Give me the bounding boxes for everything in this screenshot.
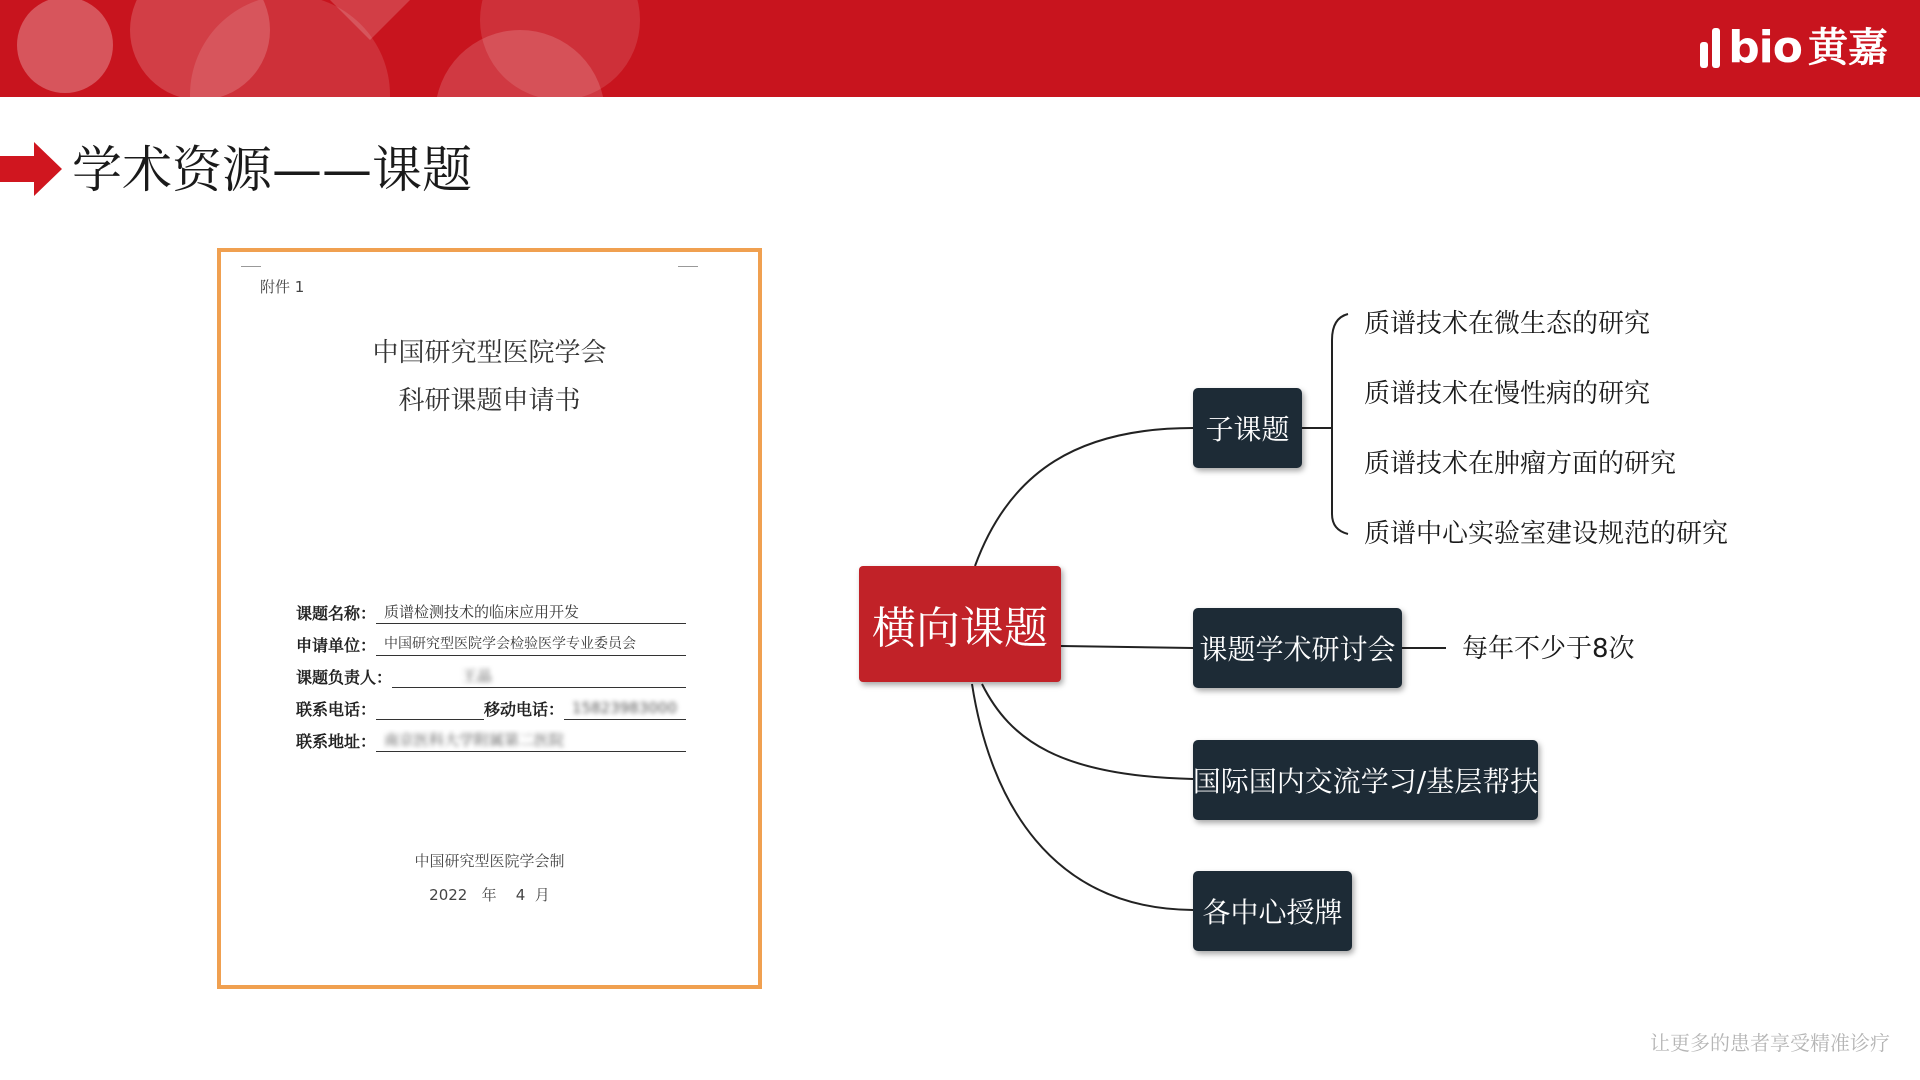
doc-field-unit	[296, 624, 686, 656]
mindmap-leaf-seminar-frequency: 每年不少于8次	[1462, 634, 1635, 664]
mindmap-root-node: 横向课题	[859, 566, 1061, 682]
mindmap-node-subtopic: 子课题	[1193, 388, 1302, 468]
application-document-image	[217, 248, 762, 989]
doc-fields	[296, 592, 686, 752]
mindmap-node-exchange: 国际国内交流学习/基层帮扶	[1193, 740, 1538, 820]
mindmap-leaf-microecology: 质谱技术在微生态的研究	[1364, 309, 1651, 339]
mindmap-node-award: 各中心授牌	[1193, 871, 1352, 951]
page-title: 学术资源——课题	[72, 141, 472, 199]
field-value-blurred-wrap	[392, 665, 686, 688]
logo-latin-text: bio	[1728, 22, 1802, 73]
connector-root-award	[972, 684, 1193, 910]
doc-corner-mark	[678, 266, 698, 267]
footer-slogan: 让更多的患者享受精准诊疗	[1650, 1031, 1890, 1055]
mindmap-node-seminar: 课题学术研讨会	[1193, 608, 1402, 688]
field-value: 南京医科大学附属第二医院	[384, 731, 565, 749]
doc-issuer: 中国研究型医院学会制	[414, 852, 565, 870]
doc-title-line1: 中国研究型医院学会	[372, 338, 607, 368]
field-value: 中国研究型医院学会检验医学专业委员会	[376, 633, 686, 656]
field-label: 课题名称：	[296, 604, 377, 623]
doc-field-leader	[296, 656, 686, 688]
field-value: 王晶	[462, 667, 493, 685]
field-label: 联系地址：	[296, 732, 377, 751]
doc-field-phone	[296, 688, 686, 720]
logo-chinese-text: 黄嘉	[1808, 25, 1888, 71]
mindmap-leaf-lab-standard: 质谱中心实验室建设规范的研究	[1364, 519, 1729, 549]
field-label: 移动电话：	[484, 700, 565, 719]
field-value: 质谱检测技术的临床应用开发	[376, 601, 686, 624]
doc-title-line2: 科研课题申请书	[398, 386, 581, 416]
doc-field-address	[296, 720, 686, 752]
doc-corner-mark	[241, 266, 261, 267]
doc-attachment-label: 附件 1	[260, 278, 305, 296]
doc-field-topic	[296, 592, 686, 624]
logo-bars-icon	[1700, 28, 1720, 68]
doc-date: 2022 年 4 月	[429, 886, 550, 904]
mindmap-leaf-tumor: 质谱技术在肿瘤方面的研究	[1364, 449, 1677, 479]
connector-root-seminar	[1061, 646, 1193, 648]
header-banner	[0, 0, 1920, 97]
field-label: 课题负责人：	[296, 668, 393, 687]
connector-root-subtopic	[975, 428, 1193, 566]
banner-decoration	[0, 0, 1920, 97]
field-label: 联系电话：	[296, 700, 377, 719]
field-value-blurred-wrap	[564, 697, 686, 720]
brand-logo	[1700, 20, 1888, 76]
field-value-empty	[376, 697, 484, 720]
subtopic-brace	[1332, 314, 1348, 534]
field-value-blurred-wrap	[376, 729, 686, 752]
field-value: 15823983000	[572, 699, 678, 717]
field-label: 申请单位：	[296, 636, 377, 655]
title-arrow-icon	[0, 142, 64, 196]
mindmap-leaf-chronic-disease: 质谱技术在慢性病的研究	[1364, 379, 1651, 409]
connector-root-exchange	[982, 684, 1193, 779]
